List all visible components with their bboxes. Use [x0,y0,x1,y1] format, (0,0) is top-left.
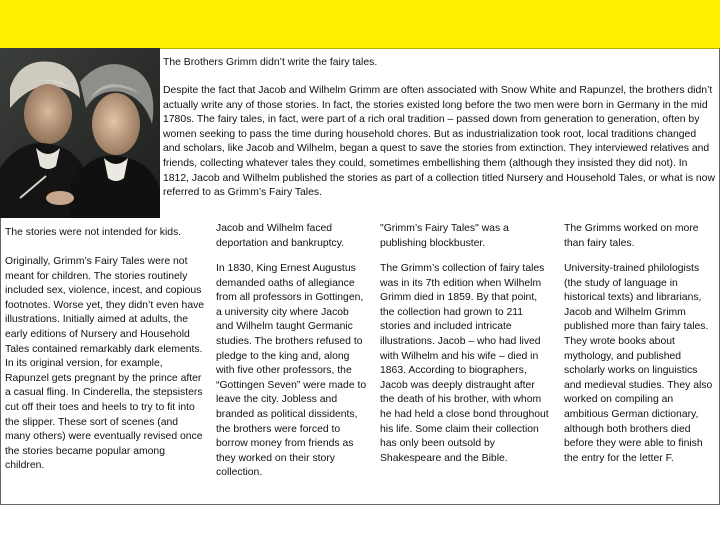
column-4-heading: The Grimms worked on more than fairy tales. [564,223,699,249]
column-1-body: Originally, Grimm’s Fairy Tales were not meant for children. The stories routinely included sex, violence, incest, and copious footnotes. Worse yet, they didn’t even have illustrations. Initially aimed at adults, the early editions of Nursery and Household Tales contained remarkably dark elements. In its original version, for example, Rapunzel gets pregnant by the prince after a casual fling. In Cinderella, the stepsisters cut off their toes and heels to try to fit into the slipper. These sort of scenes (and many others) were eventually revised once the stories became popular among children. [5,256,205,472]
grimm-brothers-portrait [0,48,160,218]
intro-paragraph: Despite the fact that Jacob and Wilhelm Grimm are often associated with Snow White and Rapunzel, the brothers didn’t actually write any of those stories. In fact, the stories existed long before the two men were born in Germany in the mid 1780s. The fairy tales, in fact, were part of a rich oral tradition – passed down from generation to generation, often by women seeking to pass the time during household chores. But as industrialization took root, local traditions changed and scholars, like Jacob and Wilhelm, began a quest to save the stories from extinction. They interviewed relatives and friends, collecting whatever tales they could, sometimes embellishing them (although they insisted they did not). In 1812, Jacob and Wilhelm published the stories as part of a collection titled Nursery and Household Tales, or what is now referred to as Grimm’s Fairy Tales. [163,85,715,199]
intro-heading: The Brothers Grimm didn’t write the fairy tales. [163,57,378,68]
column-3-body: The Grimm’s collection of fairy tales was in its 7th edition when Wilhelm Grimm died in 1859. By that point, the collection had grown to 211 stories and included intricate illustrations. Jacob – who had lived with Wilhelm and his wife – died in 1863. According to biographers, Jacob was deeply distraught after the death of his brother, with whom he had held a close bond throughout his life. Some claim their collection has only been outsold by Shakespeare and the Bible. [380,263,549,464]
column-1-heading: The stories were not intended for kids. [5,227,182,238]
column-3-heading: "Grimm’s Fairy Tales" was a publishing blockbuster. [380,223,509,249]
title-banner [0,0,720,49]
column-2-body: In 1830, King Ernest Augustus demanded oaths of allegiance from all professors in Gottingen, a university city where Jacob and Wilhelm taught Germanic studies. The brothers refused to pledge to the king and, along with five other professors, the “Gottingen Seven” were made to leave the city. Jobless and branded as political dissidents, the brothers were forced to borrow money from friends as they worked on their story collection. [216,263,367,479]
column-2-heading: Jacob and Wilhelm faced deportation and bankruptcy. [216,223,345,249]
column-4-body: University-trained philologists (the study of language in historical texts) and librarians, Jacob and Wilhelm Grimm published more than fairy tales. They wrote books about mythology, and published scholarly works on linguistics and medieval studies. They also worked on compiling an ambitious German dictionary, although both brothers died before they were able to finish the entry for the letter F. [564,263,713,464]
